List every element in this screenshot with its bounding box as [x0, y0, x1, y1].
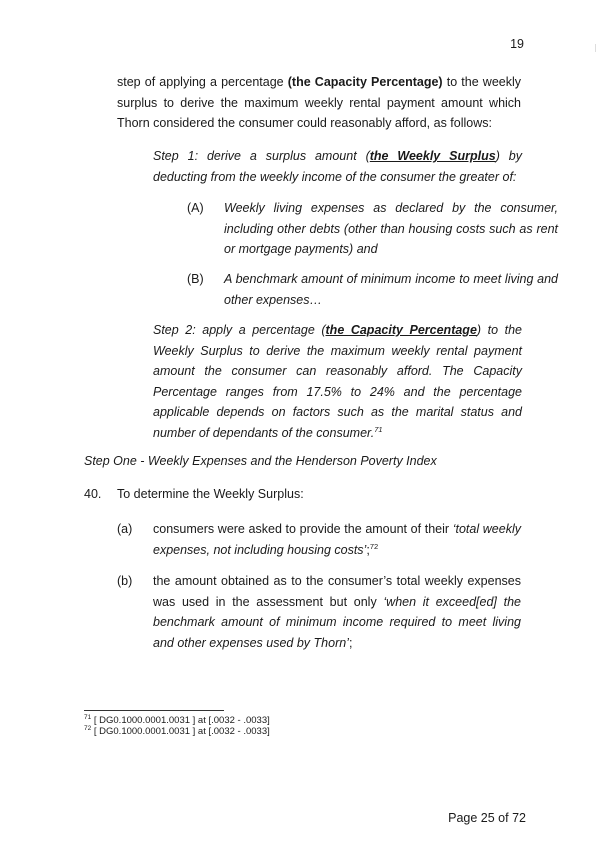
- capacity-percentage-defined-term: the Capacity Percentage: [325, 323, 477, 337]
- step1-text-end: ) by deducting from the weekly income of the consumer the greater of:: [153, 149, 522, 184]
- list-item: [187, 269, 558, 311]
- page-footer: Page 25 of 72: [448, 811, 526, 825]
- step1-quote: [153, 146, 522, 187]
- intro-text-end: to the weekly surplus to derive the maximum weekly rental payment amount which Thorn considered the consumer could reasonably afford, as follows:: [117, 75, 522, 130]
- sub-b-text-end: ;: [348, 635, 353, 650]
- capacity-percentage-term: (the Capacity Percentage): [287, 75, 443, 89]
- footnote-71: [84, 715, 270, 726]
- footnote-divider: [84, 710, 224, 711]
- step1-text-start: Step 1: derive a surplus amount (: [153, 149, 370, 163]
- scan-mark: [595, 44, 596, 52]
- sub-marker: (a): [117, 522, 133, 536]
- section-heading: Step One - Weekly Expenses and the Henderson Poverty Index: [84, 454, 437, 468]
- step2-text-end: ) to the Weekly Surplus to derive the maximum weekly rental payment amount the consumer can reasonably afford. The Capacity Percentage ranges from 17.5% to 24% and the percentage applicable depends on factors such as the marital status and number of dependants of the consumer.: [153, 323, 522, 440]
- footnote-number: 71: [84, 713, 92, 721]
- footnote-ref-71[interactable]: 71: [374, 424, 383, 434]
- footnote-72: [84, 726, 270, 737]
- sub-a-text-end: ;: [366, 542, 370, 557]
- paragraph-text: To determine the Weekly Surplus:: [117, 487, 304, 501]
- item-text: A benchmark amount of minimum income to meet living and other expenses…: [224, 272, 558, 307]
- page-number: 19: [510, 37, 524, 51]
- sub-paragraph-a: [117, 519, 521, 561]
- sub-text: [153, 571, 521, 653]
- sub-b-text-start: the amount obtained as to the consumer’s total weekly expenses was used in the assessment but only: [153, 574, 521, 609]
- item-marker: (A): [187, 201, 204, 215]
- footnote-ref-72[interactable]: 72: [369, 541, 379, 551]
- step2-text-start: Step 2: apply a percentage (: [153, 323, 326, 337]
- step2-quote: [153, 320, 522, 443]
- sub-text: [153, 519, 521, 560]
- intro-paragraph: [117, 72, 521, 134]
- footnote-text: [ DG0.1000.0001.0031 ] at [.0032 - .0033]: [91, 726, 270, 737]
- sub-a-quote: ‘total weekly expenses, not including housing costs’: [153, 522, 521, 557]
- item-text: Weekly living expenses as declared by the consumer, including other debts (other than housing costs such as rent or mortgage payments) and: [224, 201, 558, 256]
- paragraph-number: 40.: [84, 487, 102, 501]
- sub-paragraph-b: [117, 571, 521, 653]
- intro-text-start: step of applying a percentage: [117, 75, 288, 89]
- item-marker: (B): [187, 272, 204, 286]
- footnote-text: [ DG0.1000.0001.0031 ] at [.0032 - .0033]: [91, 715, 270, 726]
- sub-marker: (b): [117, 574, 133, 588]
- sub-a-text-start: consumers were asked to provide the amount of their: [153, 522, 453, 536]
- sub-b-quote: ‘when it exceed[ed] the benchmark amount of minimum income required to meet living and other expenses used by Thorn’: [153, 594, 521, 650]
- list-item: [187, 198, 558, 260]
- footnote-number: 72: [84, 724, 92, 732]
- weekly-surplus-term: the Weekly Surplus: [369, 149, 496, 163]
